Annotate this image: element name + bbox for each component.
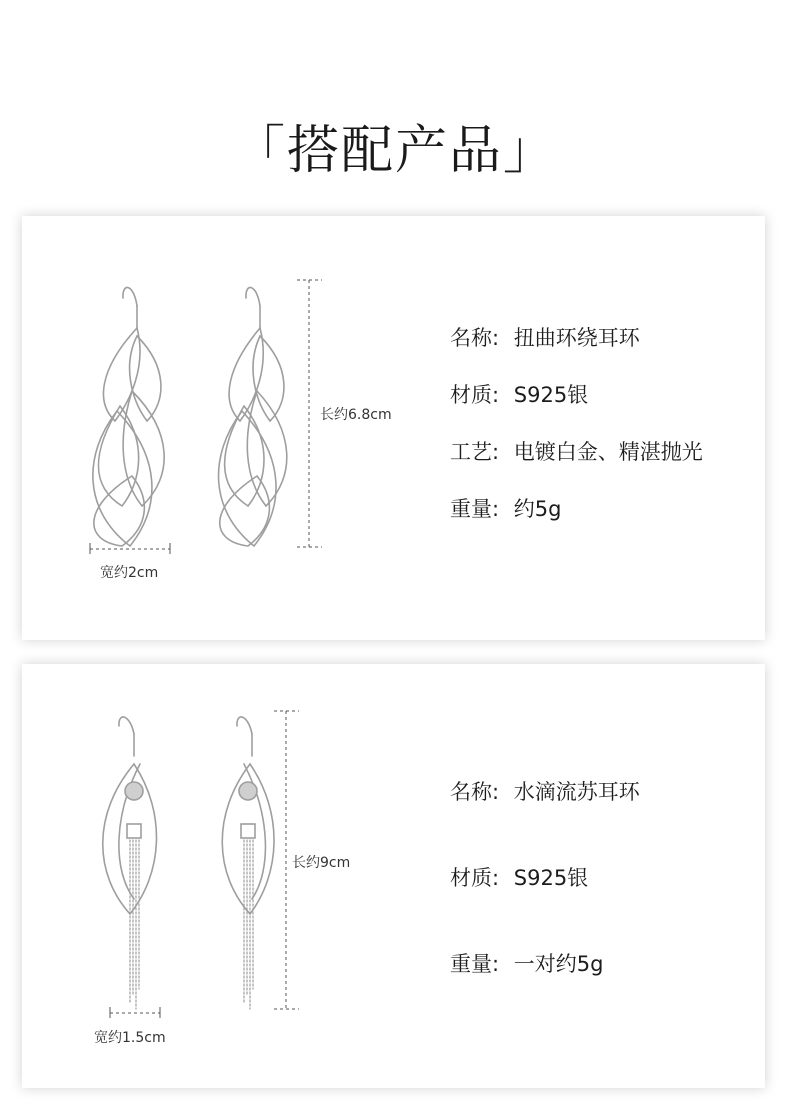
left-earring-illustration bbox=[103, 717, 157, 1009]
spec-name bbox=[450, 322, 640, 352]
width-label: 宽约2cm bbox=[100, 565, 159, 581]
height-label: 长约6.8cm bbox=[320, 407, 392, 423]
spec-label: 材质: bbox=[450, 383, 500, 407]
spec-value: 一对约5g bbox=[513, 952, 604, 976]
spec-material bbox=[450, 379, 588, 409]
spec-label: 重量: bbox=[450, 497, 500, 521]
tassel-earrings-image bbox=[22, 664, 765, 1088]
spec-name bbox=[450, 776, 640, 806]
left-earring-illustration bbox=[93, 288, 164, 546]
spec-value: 电镀白金、精湛抛光 bbox=[513, 440, 703, 464]
height-label: 长约9cm bbox=[292, 855, 351, 871]
spec-label: 材质: bbox=[450, 866, 500, 890]
spec-material bbox=[450, 862, 588, 892]
spec-value: 约5g bbox=[513, 497, 562, 521]
spec-value: S925银 bbox=[513, 383, 589, 407]
product-card-twisted-earrings bbox=[22, 216, 765, 640]
spec-value: 扭曲环绕耳环 bbox=[513, 326, 640, 350]
spec-weight bbox=[450, 493, 561, 523]
spec-label: 工艺: bbox=[450, 440, 500, 464]
width-dimension-line bbox=[110, 1007, 160, 1018]
spec-weight bbox=[450, 948, 603, 978]
height-dimension-line bbox=[297, 280, 322, 547]
width-dimension-line bbox=[90, 543, 170, 554]
spec-label: 名称: bbox=[450, 326, 500, 350]
spec-value: S925银 bbox=[513, 866, 589, 890]
spec-craft bbox=[450, 436, 703, 466]
page-title: 「搭配产品」 bbox=[232, 121, 557, 181]
width-label: 宽约1.5cm bbox=[94, 1030, 166, 1046]
product-card-tassel-earrings bbox=[22, 664, 765, 1088]
right-earring-illustration bbox=[219, 288, 287, 546]
spec-label: 名称: bbox=[450, 780, 500, 804]
right-earring-illustration bbox=[222, 717, 274, 1009]
spec-label: 重量: bbox=[450, 952, 500, 976]
spec-value: 水滴流苏耳环 bbox=[513, 780, 640, 804]
